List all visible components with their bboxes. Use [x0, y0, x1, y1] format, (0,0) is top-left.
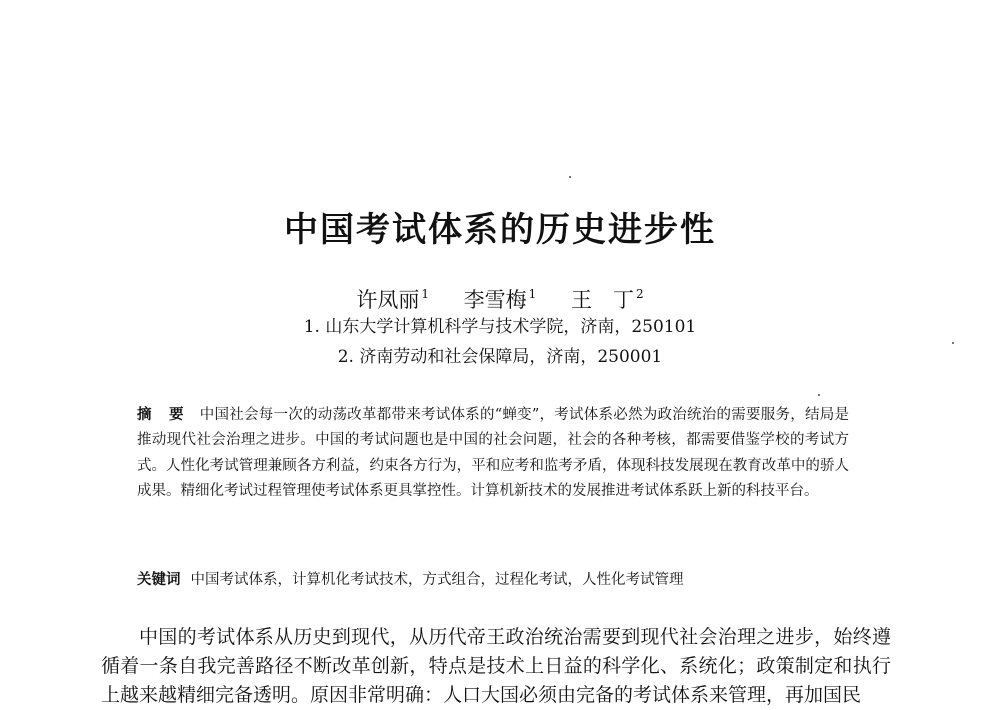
abstract [137, 402, 849, 505]
author [571, 279, 644, 315]
keywords [137, 569, 849, 591]
author [464, 279, 537, 315]
affiliation: 1. 山东大学计算机科学与技术学院，济南，250101 [303, 317, 697, 337]
author-name: 李雪梅 [463, 288, 527, 312]
paper-title: 中国考试体系的历史进步性 [284, 210, 716, 250]
keywords-text: 中国考试体系，计算机化考试技术，方式组合，过程化考试，人性化考试管理 [190, 572, 684, 588]
author-affiliation-mark: 1 [528, 287, 537, 301]
scan-speck [569, 176, 571, 178]
affiliation: 2. 济南劳动和社会保障局，济南，250001 [337, 347, 663, 367]
body-paragraph: 中国的考试体系从历史到现代，从历代帝王政治统治需要到现代社会治理之进步，始终遵循着一条自我完善路径不断改革创新，特点是技术上日益的科学化、系统化；政策制定和执行上越来越精细完备透明。原因非常明确：人口大国必须由完备的考试体系来管理，再加国民 [101, 626, 891, 706]
scan-speck [818, 394, 820, 396]
author-list [0, 279, 1000, 315]
abstract-text: 中国社会每一次的动荡改革都带来考试体系的“蝉变”，考试体系必然为政治统治的需要服务，结局是推动现代社会治理之进步。中国的考试问题也是中国的社会问题，社会的各种考核，都需要借鉴学校的考试方式。人性化考试管理兼顾各方利益，约束各方行为，平和应考和监考矛盾，体现科技发展现在教育改革中的骄人成果。精细化考试过程管理使考试体系更具掌控性。计算机新技术的发展推进考试体系跃上新的科技平台。 [137, 407, 849, 500]
author-name: 许凤丽 [356, 288, 420, 312]
author-affiliation-mark: 1 [421, 287, 429, 301]
author-name: 王 丁 [571, 288, 634, 312]
keywords-label: 关键词 [137, 571, 181, 588]
abstract-label: 摘 要 [137, 406, 190, 423]
author [356, 279, 429, 315]
author-affiliation-mark: 2 [636, 287, 644, 301]
